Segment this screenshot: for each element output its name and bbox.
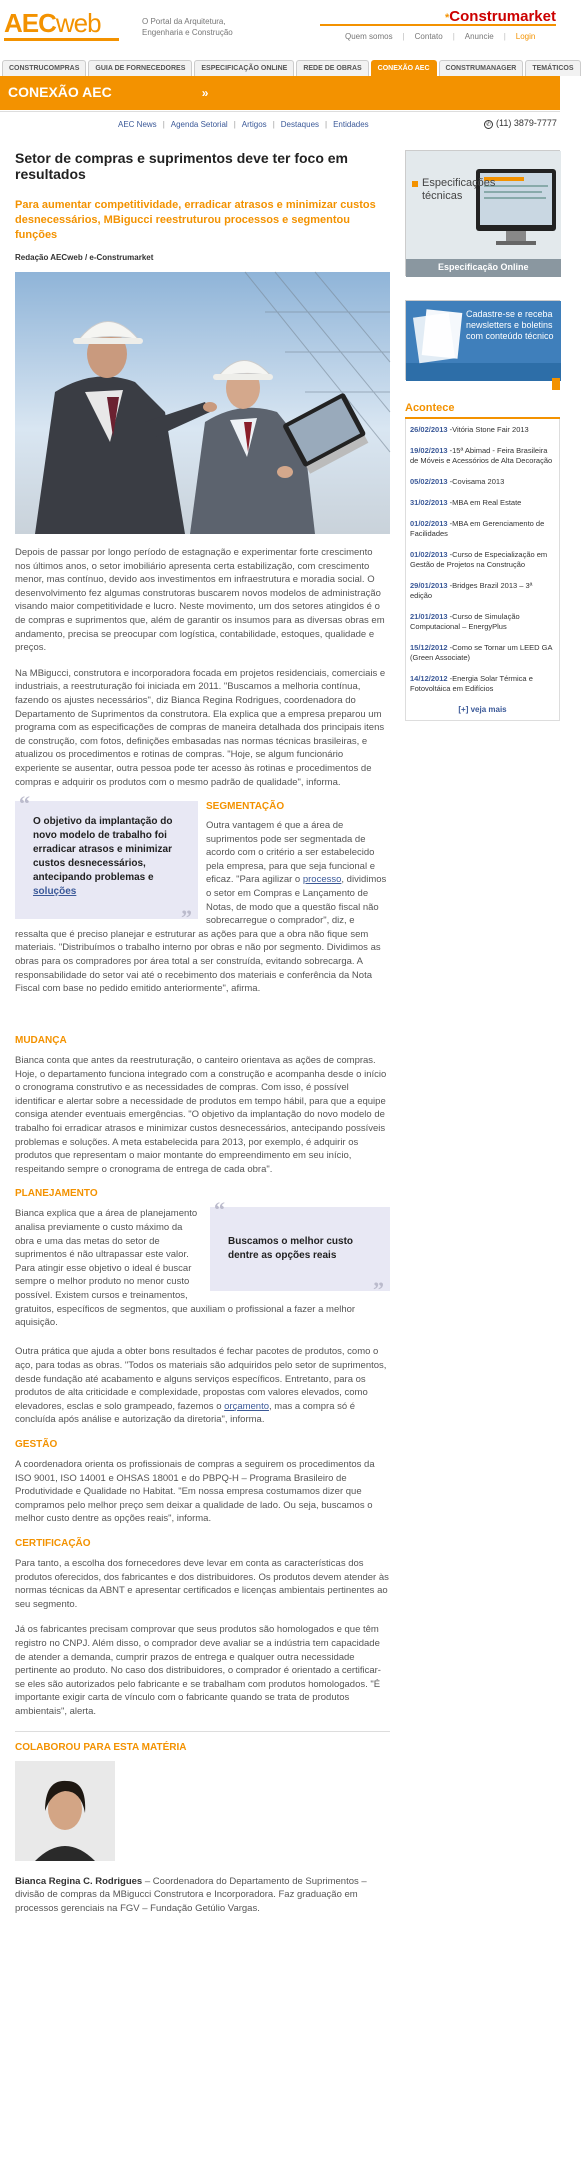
- events-list: [405, 419, 560, 721]
- author-bio-text: – Coordenadora do Departamento de Suprimentos – divisão de compras da MBigucci Construtora e Incorporadora. Faz graduação em processos gerenciais na FGV – Fundação Getúlio Vargas.: [15, 1875, 367, 1914]
- especificacao-online-banner[interactable]: [405, 150, 560, 276]
- heading-planejamento: PLANEJAMENTO: [15, 1188, 98, 1200]
- article-byline: Redação AECweb / e-Construmarket: [15, 253, 154, 262]
- event-date: 29/01/2013: [410, 581, 448, 590]
- event-item[interactable]: [410, 477, 555, 487]
- promo1-caption: Especificação Online: [438, 262, 529, 272]
- event-date: 21/01/2013: [410, 612, 448, 621]
- tab-rede-de-obras[interactable]: REDE DE OBRAS: [296, 60, 368, 76]
- close-quote-icon: ”: [181, 905, 192, 931]
- event-item[interactable]: [410, 581, 555, 601]
- tab-conexao-aec[interactable]: CONEXÃO AEC: [371, 60, 437, 76]
- subnav-artigos[interactable]: Artigos: [241, 120, 267, 129]
- heading-segmentacao: SEGMENTAÇÃO: [206, 801, 285, 813]
- phone-icon: ✆: [485, 122, 492, 128]
- event-date: 19/02/2013: [410, 446, 448, 455]
- subnav-separator: |: [162, 120, 165, 129]
- heading-gestao: GESTÃO: [15, 1439, 58, 1450]
- orcamento-link[interactable]: orçamento: [224, 1400, 270, 1412]
- section-title: [8, 84, 208, 100]
- veja-mais-link[interactable]: [+] veja mais: [458, 705, 507, 714]
- event-date: 14/12/2012: [410, 674, 448, 683]
- event-item[interactable]: [410, 643, 555, 663]
- segmentation-text-2: , dividimos o setor em Compras e Lançamento de Notas, de modo que a questão fiscal não sobrecarregue o comprador", diz, e ressalta que é preciso planejar e estruturar as ações para que a obra não fique sem materiais. "Distribuímos o trabalho interno por obras e não por segmento. Dividimos as obras para os compradores por área total a ser construída, evitando sobrecarga. A responsabilidade do setor vai até o recebimento dos materiais e conferência da Nota Fiscal com base no pedido emitido anteriormente", afirma.: [15, 874, 387, 995]
- author-photo: [15, 1761, 115, 1861]
- heading-certificacao: CERTIFICAÇÃO: [15, 1537, 91, 1549]
- pull-quote-text: Buscamos o melhor custo dentre as opções reais: [228, 1236, 354, 1262]
- tab-guia-fornecedores[interactable]: GUIA DE FORNECEDORES: [88, 60, 192, 76]
- phone-number: [484, 118, 557, 129]
- paragraph: A coordenadora orienta os profissionais de compras a seguirem os procedimentos da ISO 9001, ISO 14001 e OHSAS 18001 e do PBPQ-H – Programa Brasileiro de Produtividade e Qualidade no Habitat. "Em nossa empresa costumamos dizer que compramos pelo melhor preço sem deixar a qualidade de lado. Ou seja, buscamos o melhor custo dentre as opções reais", informa.: [15, 1459, 375, 1525]
- phone-text: (11) 3879-7777: [496, 118, 557, 128]
- aecweb-logo[interactable]: [4, 8, 101, 39]
- event-title: -MBA em Gerenciamento de Facilidades: [410, 519, 545, 538]
- tab-construcompras[interactable]: CONSTRUCOMPRAS: [2, 60, 86, 76]
- float-spacer: [15, 819, 206, 931]
- event-title: -Curso de Simulação Computacional – EnergyPlus: [410, 612, 520, 631]
- link-separator: |: [503, 32, 506, 41]
- event-date: 15/12/2012: [410, 643, 448, 652]
- planning-text-1: Outra prática que ajuda a obter bons resultados é fechar pacotes de produtos, como o aço, para todas as obras. "Todos os materiais são adquiridos pelo setor de suprimentos, desde fundação até acabamento e alguns serviços específicos. Entretanto, para os produtos de alta criticidade e complexidade, propostas com valores elevados, como elevadores, esclas e solo grampeado, fazemos o: [15, 1346, 387, 1412]
- subnav-separator: |: [233, 120, 236, 129]
- event-item[interactable]: [410, 498, 555, 508]
- subnav-separator: |: [272, 120, 275, 129]
- promo1-text: [422, 177, 495, 203]
- promo1-line2: técnicas: [422, 190, 463, 202]
- processo-link[interactable]: processo: [302, 874, 342, 886]
- link-contato[interactable]: Contato: [414, 32, 443, 41]
- subnav-separator: |: [325, 120, 328, 129]
- cm-logo-text: Construmarket: [449, 8, 556, 25]
- close-quote-icon: ”: [373, 1277, 384, 1303]
- tagline: O Portal da Arquitetura, Engenharia e Construção: [142, 17, 233, 37]
- article-photo: [15, 272, 390, 534]
- subnav-aec-news[interactable]: AEC News: [118, 120, 157, 129]
- acontece-heading: Acontece: [405, 402, 560, 419]
- main-nav: [0, 60, 574, 76]
- event-title: -15ª Abimad - Feira Brasileira de Móveis e Acessórios de Alta Decoração: [410, 446, 553, 465]
- subnav-destaques[interactable]: Destaques: [280, 120, 320, 129]
- planning-text-wrap: [15, 1207, 390, 1329]
- segmentation-block: [15, 791, 390, 1027]
- header: [0, 0, 560, 56]
- event-item[interactable]: [410, 612, 555, 632]
- pull-quote-text: O objetivo da implantação do novo modelo de trabalho foi erradicar atrasos e minimizar custos desnecessários, antecipando problemas e: [33, 816, 173, 884]
- event-item[interactable]: [410, 550, 555, 570]
- heading-colaborou: COLABOROU PARA ESTA MATÉRIA: [15, 1741, 187, 1753]
- article-title: Setor de compras e suprimentos deve ter foco em resultados: [15, 150, 348, 182]
- event-title: -MBA em Real Estate: [447, 498, 522, 507]
- segmentation-column: [206, 801, 390, 820]
- event-date: 26/02/2013: [410, 425, 448, 434]
- cm-prefix: *: [445, 12, 450, 24]
- double-arrow-icon: »: [201, 86, 209, 100]
- event-title: -Vitória Stone Fair 2013: [447, 425, 529, 434]
- paragraph: [15, 1345, 390, 1427]
- event-item[interactable]: [410, 519, 555, 539]
- tab-tematicos[interactable]: TEMÁTICOS: [525, 60, 580, 76]
- newsletter-banner[interactable]: [405, 300, 560, 380]
- logo-web-text: web: [55, 8, 101, 38]
- event-item[interactable]: [410, 446, 555, 466]
- engineers-illustration: [15, 272, 390, 534]
- monitor-graphic: [406, 151, 561, 277]
- link-quem-somos[interactable]: Quem somos: [345, 32, 393, 41]
- event-date: 31/02/2013: [410, 498, 448, 507]
- construmarket-logo[interactable]: [445, 8, 556, 25]
- event-title: -Curso de Especialização em Gestão de Projetos na Construção: [410, 550, 548, 569]
- float-spacer: [199, 1207, 390, 1293]
- event-title: -Bridges Brazil 2013 – 3ª edição: [410, 581, 533, 600]
- link-separator: |: [452, 32, 455, 41]
- segmentation-text-1: Outra vantagem é que a área de suprimentos pode ser segmentada de acordo com o critério a ser estabelecido pela empresa, para que seja funcional e eficaz. "Para agilizar o: [206, 820, 376, 886]
- paragraph: Bianca conta que antes da reestruturação, o canteiro orientava as ações de compras. Hoje, o departamento funciona integrado com a construção e acompanha desde o início o cronograma construtivo e as necessidades de compras. Com isso, é possível identificar e alertar sobre a necessidade de produtos em tempo hábil, para que a equipe consiga atender eventuais emergências. "O objetivo da implantação do novo modelo de trabalho foi erradicar atrasos e minimizar custos desnecessários, antecipando possíveis problemas e soluções. A meta estabelecida para 2013, por exemplo, é adquirir os produtos que representam o maior montante do empreendimento em seu início, respeitando sempre o cronograma de entrega de cada obra".: [15, 1055, 387, 1175]
- paragraph: Bianca explica que a área de planejamento analisa previamente o custo máximo da obra e uma das metas do setor de suprimentos é não ultrapassar este valor. Para atingir esse objetivo o ideal é buscar sempre o melhor produto no menor custo possível. Existem cursos e treinamentos, gratuitos, específicos de segmentos, que auxiliam o profissional a fazer a melhor aquisição.: [15, 1208, 356, 1329]
- subnav-entidades[interactable]: Entidades: [333, 120, 369, 129]
- event-item[interactable]: [410, 425, 555, 435]
- sub-nav: [118, 120, 369, 129]
- planning-block: [15, 1197, 390, 1333]
- author-bio: [15, 1875, 390, 1916]
- article-lead: Para aumentar competitividade, erradicar atrasos e minimizar custos desnecessários, MBigucci reestruturou processos e segmentou funções: [15, 199, 376, 241]
- paragraph: Na MBigucci, construtora e incorporadora focada em projetos residenciais, comerciais e industriais, a reestruturação foi iniciada em 2011. "Buscamos a melhoria contínua, fazendo os ajustes necessários", diz Bianca Regina Rodrigues, coordenadora do Departamento de Suprimentos da construtora. Ela explica que a empresa preparou um programa com as especificações de compras de maneira detalhada dos principais itens de construção, com fotos, definições embasadas nas normas técnicas brasileiras, e atualizou os procedimentos e rotinas de compras. "Hoje, se algum funcionário experiente se ausentar, outra pessoa pode ter acesso às rotinas e procedimentos de compras e adquirir os produtos com o mesmo padrão de qualidade", informa.: [15, 667, 386, 788]
- paragraph: Para tanto, a escolha dos fornecedores deve levar em conta as características dos produtos oferecidos, dos fabricantes e dos distribuidores. Os produtos devem atender às normas técnicas da ABNT e apresentar certificados e licenças ambientais pertinentes ao seu segmento.: [15, 1557, 389, 1610]
- logo-aec-text: AEC: [4, 8, 56, 38]
- link-anuncie[interactable]: Anuncie: [464, 32, 494, 41]
- divider: [15, 1731, 390, 1738]
- event-title: -Como se Tornar um LEED GA (Green Associate): [410, 643, 553, 662]
- author-portrait: [15, 1761, 115, 1861]
- section-title-text: CONEXÃO AEC: [8, 84, 112, 100]
- event-title: -Energia Solar Térmica e Fotovoltáica em Edifícios: [410, 674, 533, 693]
- paragraph: Depois de passar por longo período de estagnação e experimentar forte crescimento nos últimos anos, o setor imobiliário apresenta certa estabilização, com crescimento menor, mas contínuo, devido aos investimentos em infraestrutura e moradia social. O desenvolvimento fez algumas construtoras buscarem novos modelos de administração visando maior competitividade e lucro. Neste movimento, um dos setores atingidos é o de compras e suprimentos que, além de garantir os insumos para as diversas obras em andamento, precisa se preocupar com logística, contabilidade, estoques, qualidade e preços.: [15, 547, 385, 654]
- heading-mudanca: MUDANÇA: [15, 1035, 67, 1047]
- article: [15, 150, 390, 1927]
- subnav-agenda-setorial[interactable]: Agenda Setorial: [170, 120, 228, 129]
- open-quote-icon: “: [214, 1197, 225, 1223]
- event-date: 05/02/2013: [410, 477, 448, 486]
- logo-underline: [4, 38, 119, 41]
- top-links: [345, 32, 535, 41]
- paragraph: Já os fabricantes precisam comprovar que seus produtos são homologados e que têm registro no CNPJ. Além disso, o comprador deve avaliar se a indústria tem capacidade de atender a demanda, cumprir prazos de entrega e qualquer outra necessidade pertinente ao produto. No caso dos distribuidores, o comprador é orientado a certificar-se eles são autorizados pelo fabricante e se trabalham com produtos homologados. "É importante exigir carta de vínculo com o fabricante quando se trata de produtos ambientais", alerta.: [15, 1624, 381, 1717]
- side-edge-tab[interactable]: [552, 378, 560, 390]
- promo1-line1: Especificações: [422, 177, 496, 189]
- link-separator: |: [402, 32, 405, 41]
- event-date: 01/02/2013: [410, 519, 448, 528]
- link-login[interactable]: Login: [515, 32, 536, 41]
- segmentation-text-wrap: [15, 819, 390, 996]
- planning-text-2: , mas a compra só é concluída após análise e autorização da diretoria", informa.: [15, 1400, 356, 1426]
- open-quote-icon: “: [19, 791, 30, 817]
- solucoes-link[interactable]: soluções: [33, 886, 77, 898]
- event-title: -Covisama 2013: [447, 477, 505, 486]
- event-item[interactable]: [410, 674, 555, 694]
- event-date: 01/02/2013: [410, 550, 448, 559]
- newsletter-text: Cadastre-se e receba newsletters e boletins com conteúdo técnico: [466, 309, 554, 341]
- tab-construmanager[interactable]: CONSTRUMANAGER: [439, 60, 524, 76]
- author-name: Bianca Regina C. Rodrigues: [15, 1875, 143, 1887]
- sidebar: [405, 150, 560, 721]
- tab-especificacao-online[interactable]: ESPECIFICAÇÃO ONLINE: [194, 60, 294, 76]
- divider: [0, 111, 560, 112]
